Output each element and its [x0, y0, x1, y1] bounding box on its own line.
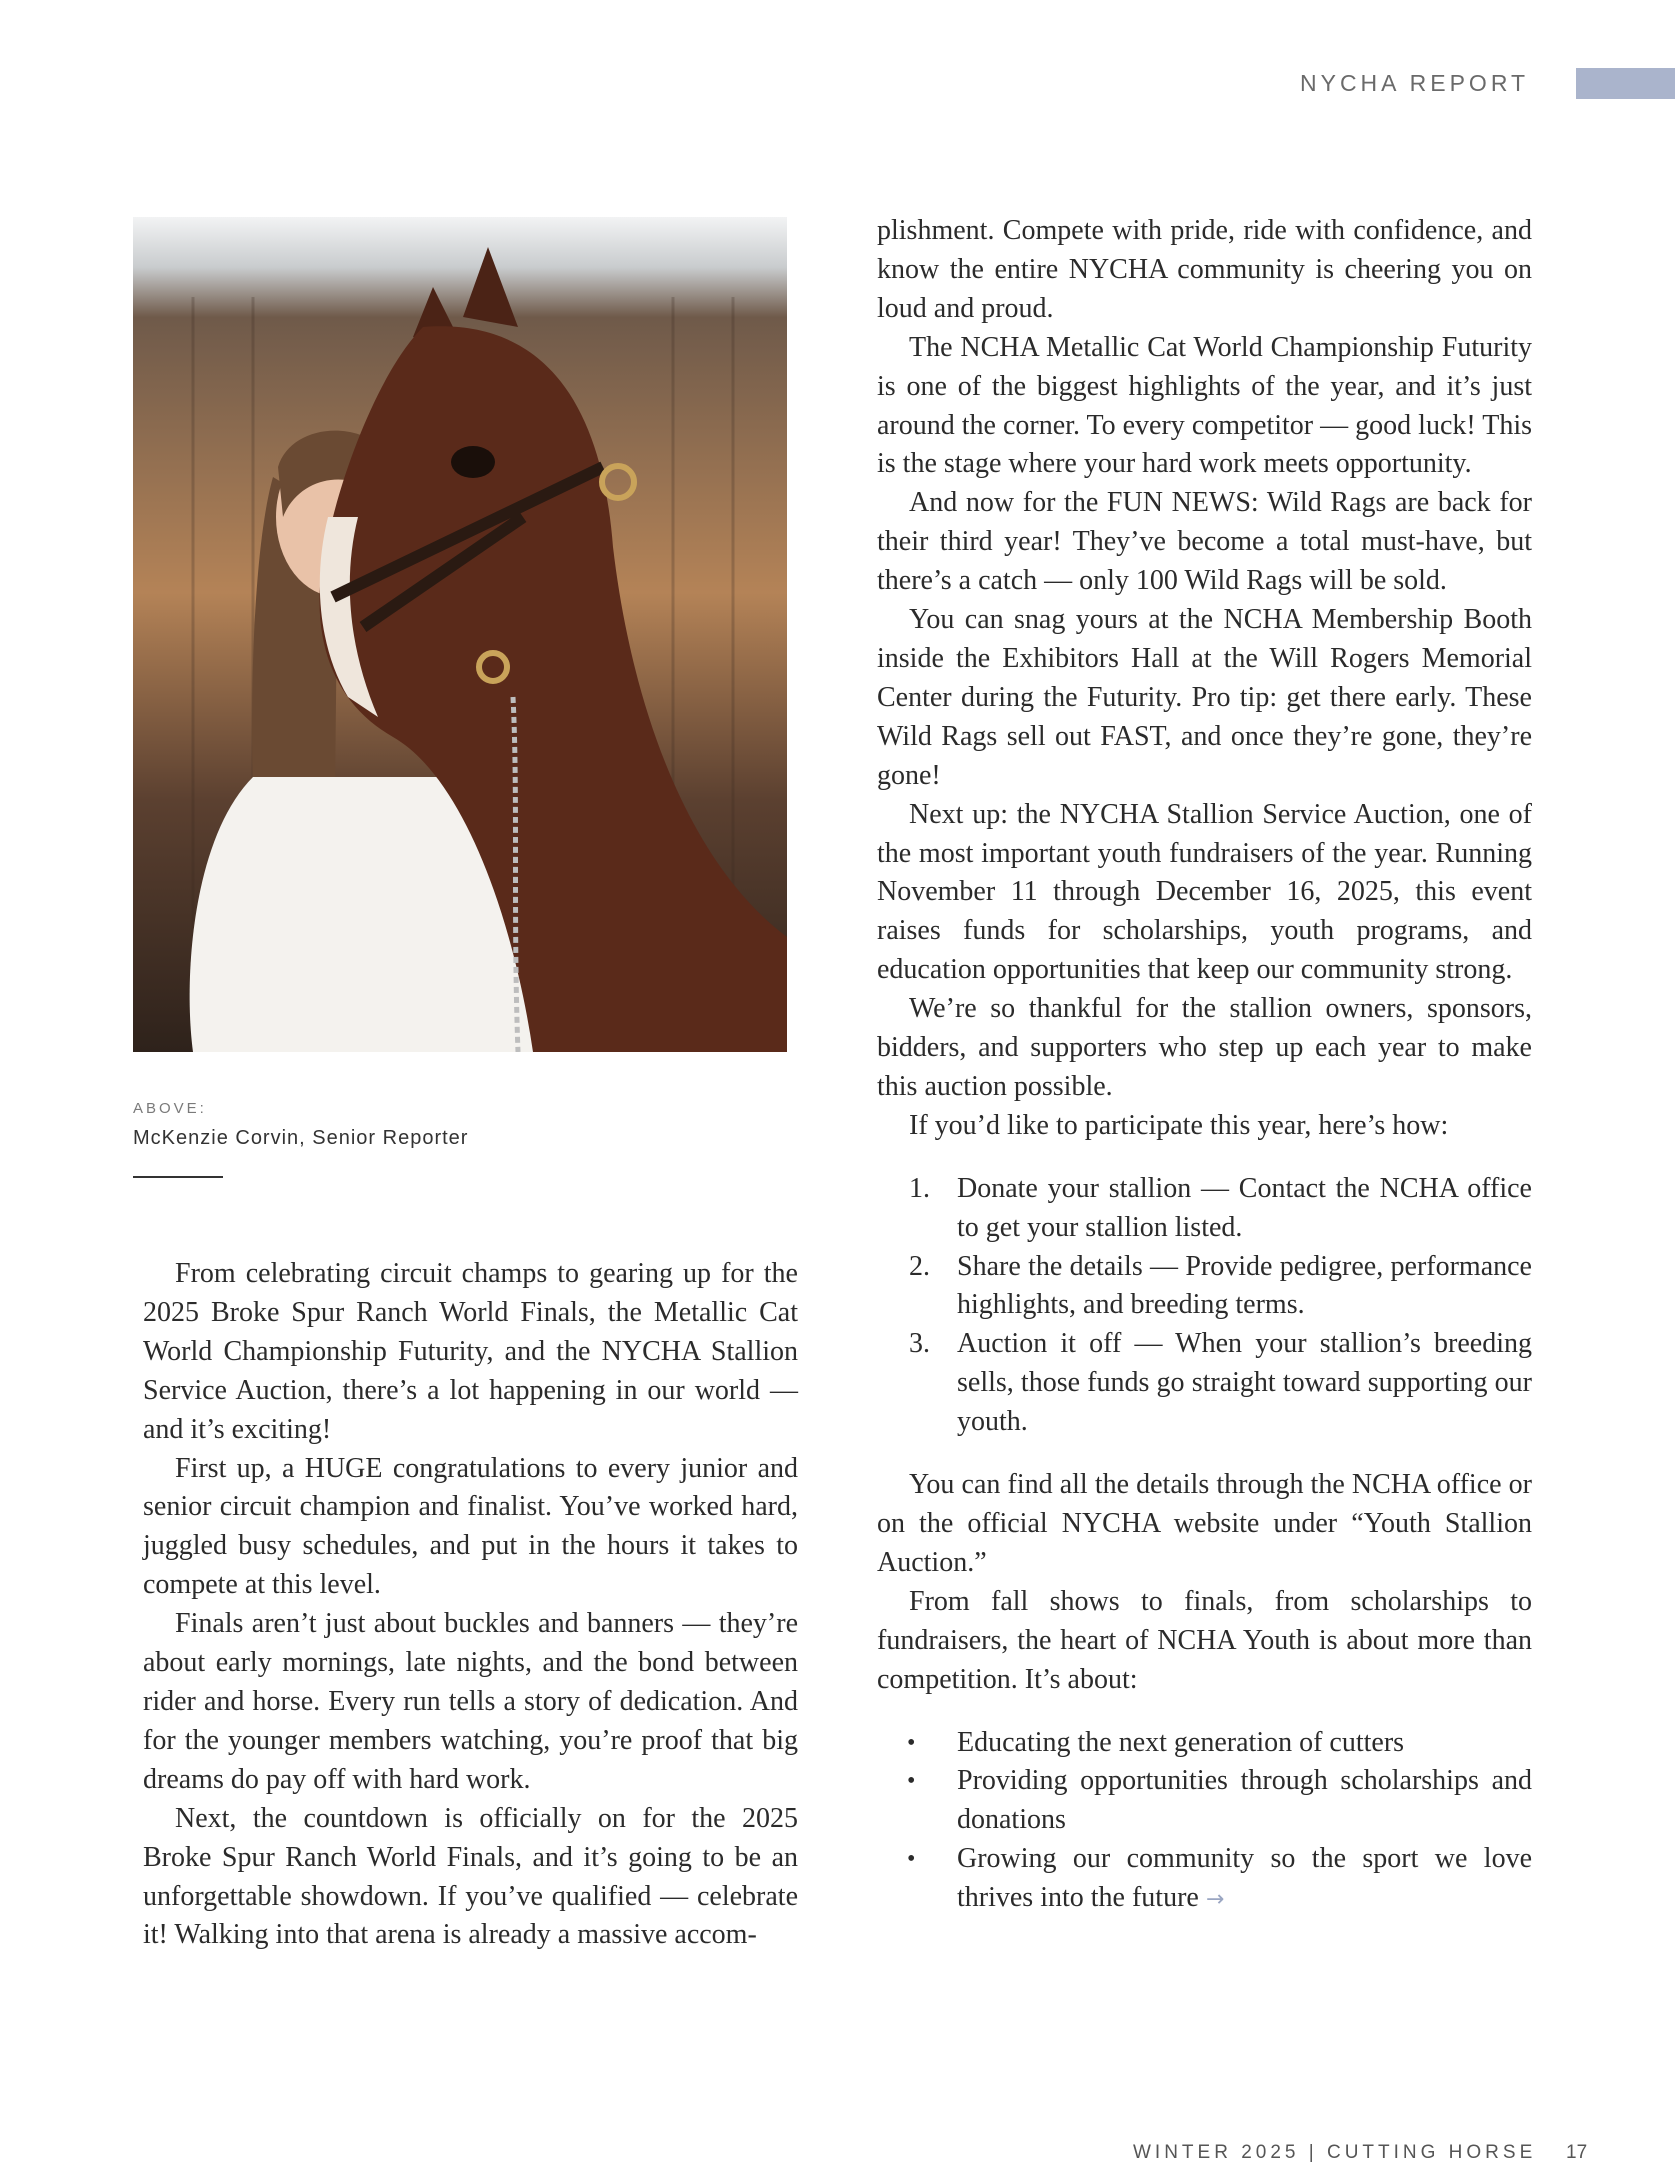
paragraph: If you’d like to participate this year, here’s how:	[909, 1109, 1449, 1141]
paragraph: The NCHA Metallic Cat World Championship Futurity is one of the biggest highlights of the year, and it’s just around the corner. To every competitor — good luck! This is the stage where your hard work meets opportunity.	[877, 331, 1532, 480]
paragraph: We’re so thankful for the stallion owners, sponsors, bidders, and supporters who step up each year to make this auction possible.	[877, 993, 1532, 1102]
list-item-text: Educating the next generation of cutters	[957, 1726, 1405, 1758]
left-column	[143, 1255, 798, 1955]
photo-rider-with-horse	[133, 217, 787, 1052]
list-item-text: Auction it off — When your stallion’s breeding sells, those funds go straight toward supporting our youth.	[957, 1328, 1532, 1438]
list-item	[877, 1762, 1532, 1840]
paragraph: From fall shows to finals, from scholarships to fundraisers, the heart of NCHA Youth is about more than competition. It’s about:	[877, 1585, 1532, 1695]
bullet-icon: •	[907, 1729, 916, 1756]
list-item	[877, 1724, 1532, 1763]
paragraph: You can find all the details through the NCHA office or on the official NYCHA website under “Youth Stallion Auction.”	[877, 1469, 1532, 1578]
list-item	[877, 1325, 1532, 1442]
list-number: 3.	[909, 1328, 930, 1360]
list-item	[877, 1170, 1532, 1248]
paragraph: From celebrating circuit champs to gearing up for the 2025 Broke Spur Ranch World Finals, the Metallic Cat World Championship Futurity, and the NYCHA Stallion Service Auction, there’s a lot happening in our world — and it’s exciting!	[143, 1258, 798, 1445]
auction-steps-list	[877, 1170, 1532, 1442]
list-number: 1.	[909, 1172, 930, 1204]
paragraph: You can snag yours at the NCHA Membership Booth inside the Exhibitors Hall at the Will Rogers Memorial Center during the Futurity. Pro tip: get there early. These Wild Rags sell out FAST, and once they’re gone, they’re gone!	[877, 604, 1532, 791]
list-item-text: Donate your stallion — Contact the NCHA office to get your stallion listed.	[957, 1172, 1532, 1243]
bullet-icon: •	[907, 1846, 916, 1873]
footer-issue: WINTER 2025 | CUTTING HORSE	[1133, 2142, 1537, 2163]
right-column	[877, 212, 1532, 1920]
list-number: 2.	[909, 1250, 930, 1282]
bullet-list	[877, 1724, 1532, 1921]
photo-caption: McKenzie Corvin, Senior Reporter	[133, 1127, 469, 1149]
paragraph: Next, the countdown is officially on for the 2025 Broke Spur Ranch World Finals, and it’s going to be an unforgettable showdown. If you’ve qualified — celebrate it! Walking into that arena is already a massive accom-	[143, 1802, 798, 1951]
page-number: 17	[1566, 2142, 1588, 2163]
paragraph: Finals aren’t just about buckles and banners — they’re about early mornings, late nights, and the bond between rider and horse. Every run tells a story of dedication. And for the younger members watching, you’re proof that big dreams do pay off with hard work.	[143, 1608, 798, 1795]
section-accent-bar	[1576, 68, 1675, 99]
photo-illustration	[133, 217, 787, 1052]
list-item	[877, 1248, 1532, 1326]
bullet-icon: •	[907, 1768, 916, 1795]
list-item	[877, 1840, 1532, 1920]
paragraph: And now for the FUN NEWS: Wild Rags are back for their third year! They’ve become a total must-have, but there’s a catch — only 100 Wild Rags will be sold.	[877, 487, 1532, 597]
list-item-text: Providing opportunities through scholarships and donations	[957, 1765, 1532, 1836]
caption-divider	[133, 1176, 223, 1178]
continue-arrow-icon: →	[1205, 1887, 1225, 1913]
section-label: NYCHA REPORT	[1300, 70, 1530, 96]
list-item-text: Share the details — Provide pedigree, performance highlights, and breeding terms.	[957, 1250, 1532, 1321]
list-item-text: Growing our community so the sport we love thrives into the future	[957, 1843, 1532, 1914]
caption-label: ABOVE:	[133, 1100, 207, 1117]
paragraph: plishment. Compete with pride, ride with confidence, and know the entire NYCHA community is cheering you on loud and proud.	[877, 215, 1532, 324]
paragraph: First up, a HUGE congratulations to every junior and senior circuit champion and finalist. You’ve worked hard, juggled busy schedules, and put in the hours it takes to compete at this level.	[143, 1452, 798, 1601]
paragraph: Next up: the NYCHA Stallion Service Auction, one of the most important youth fundraisers of the year. Running November 11 through December 16, 2025, this event raises funds for scholarships, youth programs, and education opportunities that keep our community strong.	[877, 798, 1532, 986]
